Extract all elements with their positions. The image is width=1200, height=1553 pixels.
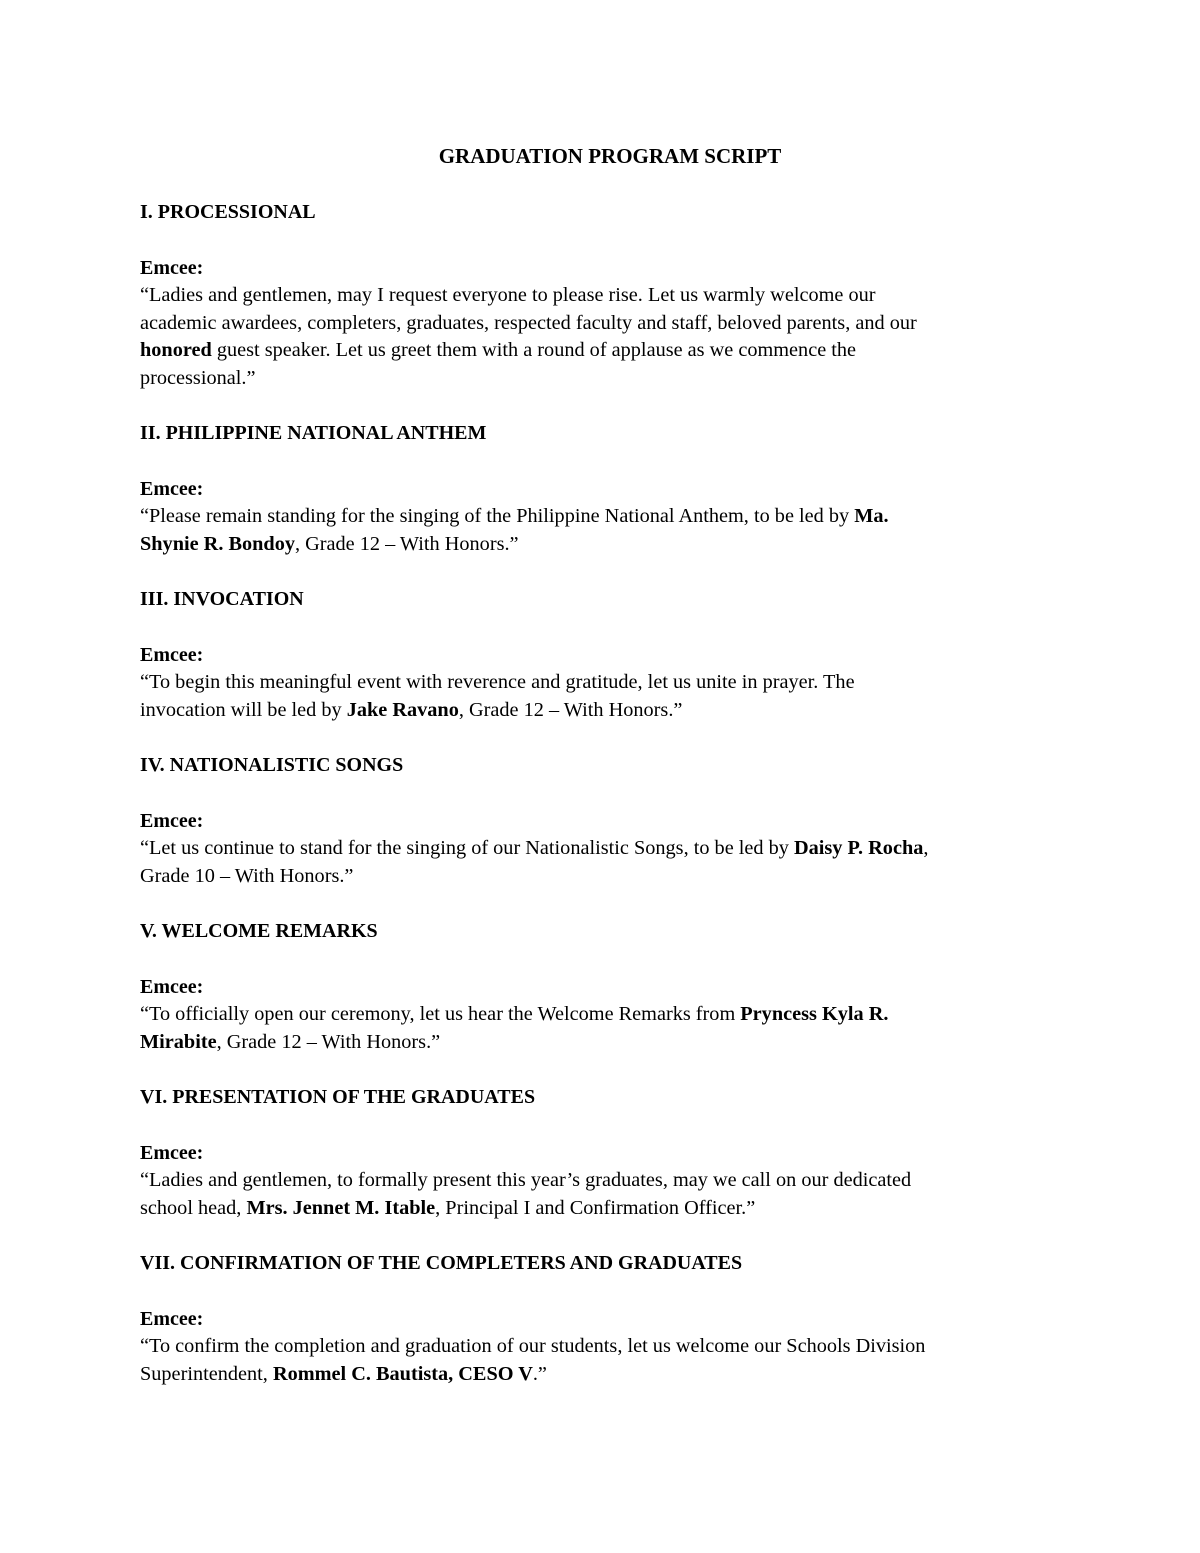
script-line [140, 1029, 1080, 1057]
script-line [140, 1361, 1080, 1389]
script-text: , Grade 12 – With Honors.” [216, 1030, 441, 1053]
script-sections [140, 198, 1080, 1388]
script-text: , [923, 837, 929, 859]
script-text: , Principal I and Confirmation Officer.” [435, 1196, 756, 1219]
script-section [140, 751, 1080, 917]
section-heading: V. WELCOME REMARKS [140, 920, 378, 942]
script-line [140, 503, 1080, 531]
script-section [140, 585, 1080, 751]
section-heading: III. INVOCATION [140, 588, 304, 610]
script-text: Grade 10 – With Honors.” [140, 864, 354, 887]
emphasized-text: Mirabite [140, 1030, 217, 1053]
speaker-label: Emcee: [140, 1308, 204, 1330]
script-line [140, 531, 1080, 559]
speaker-label: Emcee: [140, 810, 204, 832]
script-text: “To confirm the completion and graduation of our students, let us welcome our Schools Division [140, 1335, 926, 1357]
script-text: .” [532, 1362, 547, 1385]
script-section [140, 198, 1080, 419]
script-line [140, 1333, 1080, 1361]
section-heading: VI. PRESENTATION OF THE GRADUATES [140, 1086, 536, 1108]
section-spacer [140, 1056, 1080, 1083]
document-page [140, 141, 1080, 1388]
script-section [140, 1083, 1080, 1249]
script-text: “To begin this meaningful event with reverence and gratitude, let us unite in prayer. The [140, 671, 855, 693]
speaker-label: Emcee: [140, 257, 204, 279]
speaker-label: Emcee: [140, 478, 204, 500]
script-line [140, 669, 1080, 697]
script-line [140, 337, 1080, 365]
script-text: “Please remain standing for the singing of the Philippine National Anthem, to be led by [140, 505, 855, 527]
section-spacer [140, 724, 1080, 751]
emphasized-text: Daisy P. Rocha [793, 837, 924, 859]
script-line [140, 1195, 1080, 1223]
script-text: “To officially open our ceremony, let us hear the Welcome Remarks from [140, 1003, 741, 1025]
script-text: academic awardees, completers, graduates, respected faculty and staff, beloved parents, and our [140, 311, 917, 334]
script-text: , Grade 12 – With Honors.” [294, 532, 519, 555]
section-spacer [140, 558, 1080, 585]
script-text: “Ladies and gentlemen, may I request everyone to please rise. Let us warmly welcome our [140, 284, 876, 306]
emphasized-text: Shynie R. Bondoy [140, 532, 295, 555]
emphasized-text: Rommel C. Bautista, CESO V [272, 1362, 533, 1385]
section-heading: IV. NATIONALISTIC SONGS [140, 754, 404, 776]
section-spacer [140, 890, 1080, 917]
script-text: processional.” [140, 366, 256, 389]
script-line [140, 835, 1080, 863]
section-heading: II. PHILIPPINE NATIONAL ANTHEM [140, 422, 487, 444]
script-line [140, 365, 1080, 393]
speaker-label: Emcee: [140, 1142, 204, 1164]
script-section [140, 419, 1080, 585]
script-line [140, 282, 1080, 310]
document-title: GRADUATION PROGRAM SCRIPT [438, 144, 782, 168]
speaker-label: Emcee: [140, 976, 204, 998]
section-spacer [140, 1222, 1080, 1249]
emphasized-text: Jake Ravano [346, 698, 459, 721]
emphasized-text: Pryncess Kyla R. [740, 1003, 889, 1025]
script-text: guest speaker. Let us greet them with a round of applause as we commence the [211, 339, 857, 361]
script-line [140, 697, 1080, 725]
script-line [140, 1001, 1080, 1029]
script-section [140, 917, 1080, 1083]
script-line [140, 1167, 1080, 1195]
emphasized-text: Ma. [854, 505, 889, 527]
script-line [140, 863, 1080, 891]
script-text: , Grade 12 – With Honors.” [458, 698, 683, 721]
script-line [140, 310, 1080, 338]
section-spacer [140, 392, 1080, 419]
script-text: “Let us continue to stand for the singing of our Nationalistic Songs, to be led by [140, 837, 794, 859]
script-section [140, 1249, 1080, 1388]
emphasized-text: honored [140, 339, 212, 361]
section-heading: VII. CONFIRMATION OF THE COMPLETERS AND GRADUATES [140, 1252, 743, 1274]
script-text: school head, [140, 1196, 247, 1219]
emphasized-text: Mrs. Jennet M. Itable [246, 1196, 436, 1219]
script-text: invocation will be led by [140, 698, 347, 721]
speaker-label: Emcee: [140, 644, 204, 666]
section-heading: I. PROCESSIONAL [140, 201, 316, 223]
script-text: Superintendent, [140, 1362, 273, 1385]
script-text: “Ladies and gentlemen, to formally present this year’s graduates, may we call on our dedicated [140, 1169, 912, 1191]
